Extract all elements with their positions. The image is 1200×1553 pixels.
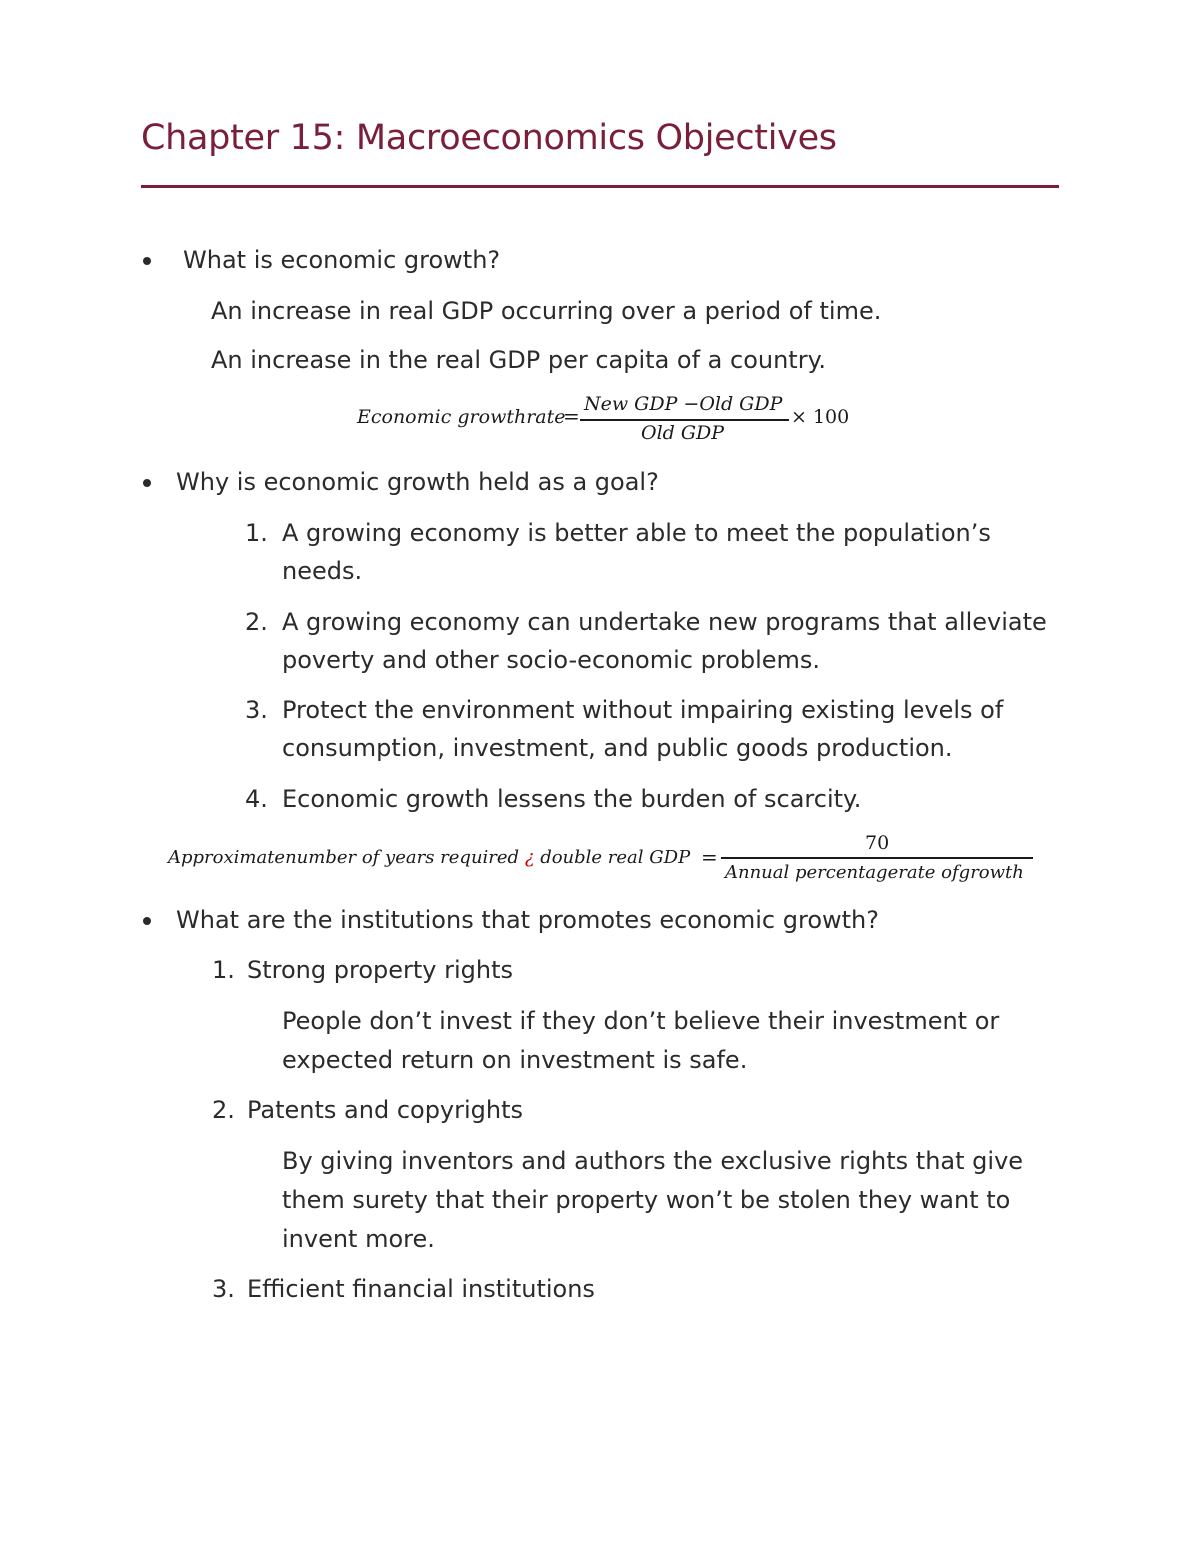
formula-denominator: Annual percentagerate ofgrowth [725, 862, 1024, 883]
question-why-growth: Why is economic growth held as a goal? [176, 468, 659, 496]
title-underline [141, 185, 1059, 188]
question-economic-growth: What is economic growth? [183, 246, 501, 274]
list-item-desc: By giving inventors and authors the exclusive rights that give [282, 1147, 1024, 1175]
list-item-text: A growing economy can undertake new programs that alleviate [282, 608, 1047, 636]
list-item-label: Patents and copyrights [247, 1096, 524, 1124]
formula-numerator: New GDP −Old GDP [584, 393, 783, 415]
list-item-text: consumption, investment, and public goods production. [282, 734, 953, 762]
formula-mark: ¿ [524, 847, 535, 868]
formula-denominator: Old GDP [641, 422, 725, 444]
formula-equals: = [701, 845, 718, 869]
list-number: 4. [245, 785, 268, 813]
list-item-label: Strong property rights [247, 956, 514, 984]
list-item-desc: expected return on investment is safe. [282, 1046, 748, 1074]
answer-line: An increase in real GDP occurring over a period of time. [211, 297, 882, 325]
list-item-desc: People don’t invest if they don’t believe their investment or [282, 1007, 1000, 1035]
formula-lhs [168, 847, 690, 868]
formula-lhs-text: double real GDP [534, 847, 691, 868]
list-item-text: A growing economy is better able to meet the population’s [282, 519, 991, 547]
list-number: 1. [212, 956, 235, 984]
fraction-bar [580, 419, 789, 421]
bullet-dot [143, 257, 151, 265]
list-number: 3. [245, 696, 268, 724]
formula-lhs-text: Approximatenumber of years required [168, 847, 525, 868]
list-item-text: needs. [282, 557, 363, 585]
list-item-desc: them surety that their property won’t be stolen they want to [282, 1186, 1011, 1214]
list-number: 1. [245, 519, 268, 547]
page-title: Chapter 15: Macroeconomics Objectives [141, 118, 837, 158]
formula-equals: = [563, 404, 580, 428]
question-institutions: What are the institutions that promotes economic growth? [176, 906, 879, 934]
list-number: 2. [212, 1096, 235, 1124]
list-item-desc: invent more. [282, 1225, 435, 1253]
bullet-dot [143, 917, 151, 925]
formula-lhs: Economic growthrate [357, 406, 566, 428]
fraction-bar [721, 857, 1033, 859]
list-item-text: poverty and other socio-economic problems. [282, 646, 821, 674]
formula-times: × 100 [791, 406, 850, 428]
list-number: 2. [245, 608, 268, 636]
list-item-label: Efficient financial institutions [247, 1275, 595, 1303]
bullet-dot [143, 479, 151, 487]
formula-numerator: 70 [865, 832, 890, 854]
list-item-text: Protect the environment without impairing existing levels of [282, 696, 1004, 724]
answer-line: An increase in the real GDP per capita of a country. [211, 346, 826, 374]
list-number: 3. [212, 1275, 235, 1303]
list-item-text: Economic growth lessens the burden of scarcity. [282, 785, 862, 813]
